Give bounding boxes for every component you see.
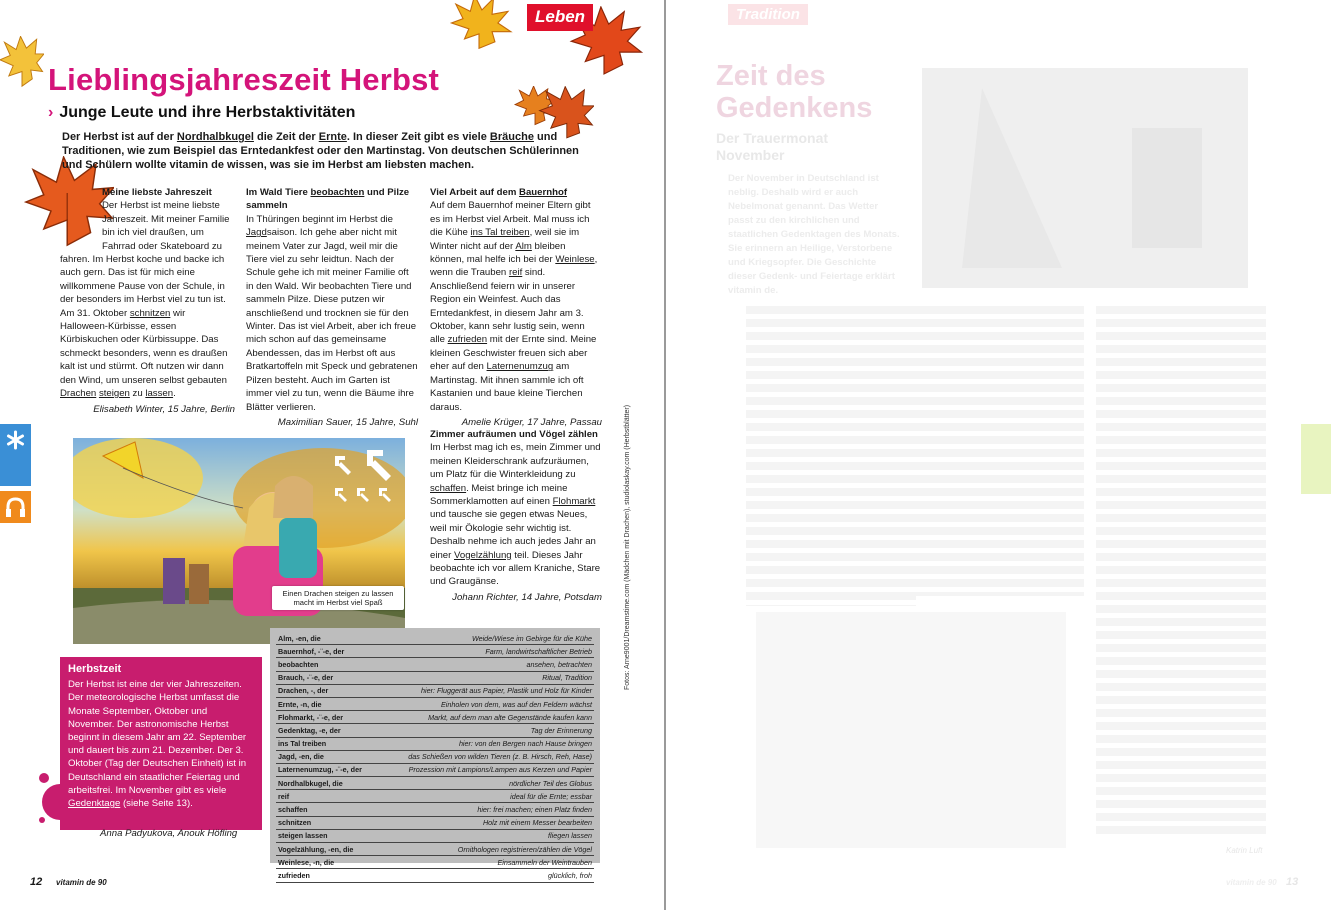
page-title: Zeit des Gedenkens [716,60,873,124]
glossary-definition: Einholen von dem, was auf den Feldern wächst [384,697,594,710]
photo-illustration [922,68,1248,288]
subtitle-marker: › [48,104,54,121]
glossary-term: Laternenumzug, -¨-e, der [276,763,384,776]
subtitle-text: Junge Leute und ihre Herbstaktivitäten [59,104,356,121]
glossary-row [276,697,594,710]
vocabulary-word: schaffen [430,482,467,494]
page-number: 13 [1286,876,1299,888]
glossary-term: Flohmarkt, -¨-e, der [276,711,384,724]
vocabulary-word: schnitzen [129,307,171,319]
text-segment: Meine liebste Jahreszeit [102,187,212,198]
intro-text: Der November in Deutschland ist neblig. Deshalb wird er auch Nebelmonat genannt. Das Wetter passt zu den kirchlichen und staatlichen Gedenktagen des Monats. Sie erinnern an Heilige, Verstorbene und Kriegsopfer. Die Geschichte dieser Gedenk- und Feiertage erklärt vitamin de. [728,173,900,296]
glossary-definition: hier: Fluggerät aus Papier, Plastik und Holz für Kinder [384,684,594,697]
column-heading [430,428,602,441]
article-column-4 [430,428,602,604]
column-body [430,199,602,414]
glossary-row [276,671,594,684]
kite-photo [73,438,405,644]
maple-leaf-icon [0,36,44,88]
info-box-body [68,678,254,810]
section-tab: Tradition [728,4,808,25]
glossary-term: reif [276,790,384,803]
vocabulary-word: Bräuche [489,131,534,143]
glossary-term: Nordhalbkugel, die [276,777,384,790]
vocabulary-word: Weinlese [555,254,595,266]
glossary-row [276,790,594,803]
text-segment: Der Herbst ist auf der [62,131,177,143]
article-column-1 [60,186,235,416]
text-segment: , wenn die Trauben [430,254,598,279]
text-segment: Der Herbst ist eine der vier Jahreszeiten. Der meteorologische Herbst umfasst die Monate September, Oktober und November. Der astronomische Herbst beginnt in diesem Jahr am 22. September und dauert bis zum 21. Dezember. Der 3. Oktober (Tag der Deutschen Einheit) ist in Deutschland ein staatlicher Feiertag und arbeitsfrei. Im November gibt es viele [68,679,247,796]
info-box-author: Anna Padyukova, Anouk Höfling [100,828,238,839]
column-author: Amelie Krüger, 17 Jahre, Passau [461,416,602,428]
faded-glossary [756,612,1066,848]
intro-text [62,130,582,172]
glossary-term: Vogelzählung, -en, die [276,843,384,856]
glossary-term: Bauernhof, -¨-e, der [276,645,384,658]
vocabulary-word: lassen [145,388,174,400]
text-segment: Im Wald Tiere [246,187,311,198]
glossary-row [276,658,594,671]
vocabulary-word: Nordhalbkugel [176,131,254,143]
photo-credit: Fotos: Arne9001/Dreamstime.com (Mädchen mit Drachen), studiolaskay.com (Herbstblätter) [624,404,631,690]
glossary-term: Gedenktag, -e, der [276,724,384,737]
glossary-term: Weinlese, -n, die [276,856,384,869]
text-segment: und Traditionen, wie zum Beispiel das Erntedankfest oder den Martinstag. Von deutschen Schülerinnen und Schülern wollte vitamin de wissen, was sie im Herbst am liebsten machen. [62,131,579,171]
vocabulary-word: beobachten [310,187,365,198]
right-page [666,0,1331,910]
vocabulary-word: Jagd [246,227,267,239]
glossary-row [276,777,594,790]
glossary-row [276,684,594,697]
glossary-term: schnitzen [276,816,384,829]
glossary-row [276,645,594,658]
column-author: Maximilian Sauer, 15 Jahre, Suhl [277,416,418,428]
leaf-wrap-spacer [60,186,102,252]
glossary-row [276,750,594,763]
vocabulary-word: reif [508,267,523,279]
glossary-term: ins Tal treiben [276,737,384,750]
asterisk-tab[interactable] [0,424,31,486]
vocabulary-word: steigen [98,388,130,400]
vocabulary-word: Ernte [318,131,347,143]
glossary-definition: Ritual, Tradition [384,671,594,684]
glossary-definition: das Schießen von wilden Tieren (z. B. Hirsch, Reh, Hase) [384,750,594,763]
article-author: Katrin Luft [1226,846,1263,855]
vocabulary-word: Gedenktage [68,798,121,810]
glossary-definition: Markt, auf dem man alte Gegenstände kaufen kann [384,711,594,724]
glossary-term: steigen lassen [276,829,384,842]
glossary-row [276,632,594,645]
glossary-term: beobachten [276,658,384,671]
page-title: Lieblingsjahreszeit Herbst [48,62,440,97]
column-heading [430,186,602,199]
glossary-definition: glücklich, froh [384,869,594,882]
glossary-definition: ansehen, betrachten [384,658,594,671]
text-segment: (siehe Seite 13). [120,798,193,810]
glossary-definition: hier: von den Bergen nach Hause bringen [384,737,594,750]
article-column-3 [430,186,602,429]
text-segment: bleiben können, mal helfe ich bei der [430,240,566,266]
text-segment: Im Herbst mag ich es, mein Zimmer und meinen Kleiderschrank aufzuräumen, um Platz für die Winterkleidung zu [430,442,601,481]
faded-text-column [746,306,916,606]
vocabulary-word: zufrieden [447,334,488,346]
text-segment: zu [129,388,146,400]
glossary-row [276,856,594,869]
memorial-photo [922,68,1248,288]
column-heading [246,186,418,213]
glossary-row [276,869,594,882]
text-segment: . In dieser Zeit gibt es viele [346,131,490,143]
glossary-definition: hier: frei machen; einen Platz finden [384,803,594,816]
glossary-row [276,724,594,737]
page-number: 12 [30,876,43,888]
vocabulary-word: Alm [515,240,532,252]
article-column-2 [246,186,418,429]
column-body [246,213,418,414]
faded-text-column [914,306,1084,596]
maple-leaf-icon [440,0,518,52]
glossary-row [276,737,594,750]
glossary-table [270,628,600,880]
text-segment: Auf dem Bauernhof meiner Eltern gibt es im Herbst viel Arbeit. Mal muss ich die Kühe [430,200,591,239]
arrow-decoration-icon [331,446,401,510]
glossary-definition: Tag der Erinnerung [384,724,594,737]
glossary-row [276,763,594,776]
text-segment: sind. Anschließend feiern wir in unserer Region ein Weinfest. Auch das Erntedankfest, in diesem Jahr am 3. Oktober, kann sehr lustig sein, wenn alle [430,267,585,346]
glossary-definition: Holz mit einem Messer bearbeiten [384,816,594,829]
text-segment: wir Halloween-Kürbisse, essen Kürbiskuchen oder Kürbissuppe. Das schmeckt besonders, wenn es draußen kalt ist und stürmt. Oft nutzen wir dann den Wind, um unseren selbst gebauten [60,307,228,386]
glossary-definition: nördlicher Teil des Globus [384,777,594,790]
photo-caption: Einen Drachen steigen zu lassen macht im Herbst viel Spaß [272,586,404,610]
text-segment: saison. Ich gehe aber nicht mit meinem Vater zur Jagd, weil mir die Tiere viel zu sehr leidtun. Nach der Schule gehe ich mit meiner Familie oft in den Wald. Wir beobachten Tiere und sammeln Pilze. Diese putzen wir anschließend und trocknen sie für den Winter. Das ist viel Arbeit, aber ich freue mich schon auf das gemeinsame Abendessen, das im Herbst oft aus Bratkartoffeln mit Speck und gebratenen Pilzen besteht. Auch im Garten ist immer viel zu tun, wenn die Bäume ihre Blätter verlieren. [246,227,418,413]
info-box-heading: Herbstzeit [68,663,122,675]
text-segment: am Martinstag. Mit ihnen sammle ich oft Kastanien und baue kleine Tierchen daraus. [430,361,584,413]
text-segment: . Meist bringe ich meine Sommerklamotten auf einen [430,482,568,508]
glossary-definition: fliegen lassen [384,829,594,842]
column-body [430,441,602,588]
asterisk-icon [0,424,31,486]
vocabulary-word: Laternenumzug [486,361,554,373]
vocabulary-word: Vogelzählung [454,549,512,561]
audio-tab[interactable] [0,491,31,523]
side-tab[interactable] [1301,424,1331,494]
glossary-definition: Einsammeln der Weintrauben [384,856,594,869]
glossary-term: Drachen, -, der [276,684,384,697]
text-segment: , weil sie im Winter nicht auf der [430,227,580,252]
glossary-body [276,632,594,882]
column-author: Elisabeth Winter, 15 Jahre, Berlin [93,403,235,415]
headphones-icon [0,491,31,523]
glossary-definition: Weide/Wiese im Gebirge für die Kühe [384,632,594,645]
glossary-definition: ideal für die Ernte; essbar [384,790,594,803]
glossary-term: Jagd, -en, die [276,750,384,763]
section-tab: Leben [527,4,593,31]
vocabulary-word: Drachen [60,388,97,400]
text-segment: mit der Ernte sind. Meine kleinen Geschwister freuen sich aber eher auf den [430,334,597,373]
text-segment: Der Herbst ist meine liebste Jahreszeit. Mit meiner Familie bin ich viel draußen, um Fahrrad oder Skateboard zu fahren. Im Herbst koche und backe ich auch gern. Das ist für mich eine willkommene Pause von der Schule, in der besonders im Herbst viel zu tun ist. Am 31. Oktober [60,200,230,319]
left-page [0,0,664,910]
glossary-term: Alm, -en, die [276,632,384,645]
glossary-row [276,816,594,829]
vocabulary-word: ins Tal treiben [470,227,530,239]
text-segment: Zimmer aufräumen und Vögel zählen [430,429,598,440]
text-segment: Viel Arbeit auf dem [430,187,520,198]
faded-text-column [1096,306,1266,836]
magazine-name: vitamin de 90 [1226,878,1277,887]
vocabulary-word: Flohmarkt [552,496,596,508]
glossary-term: schaffen [276,803,384,816]
glossary-definition: Ornithologen registrieren/zählen die Vögel [384,843,594,856]
text-segment: und tausche sie gegen etwas Neues, weil mir Ökologie sehr wichtig ist. Deshalb nehme ich auch jedes Jahr an einer [430,509,596,561]
glossary-term: Brauch, -¨-e, der [276,671,384,684]
page-subtitle [48,104,355,122]
glossary-row [276,843,594,856]
text-segment: In Thüringen beginnt im Herbst die [246,213,394,225]
glossary-definition: Farm, landwirtschaftlicher Betrieb [384,645,594,658]
glossary-definition: Prozession mit Lampions/Lampen aus Kerzen und Papier [384,763,594,776]
column-author: Johann Richter, 14 Jahre, Potsdam [452,591,602,603]
text-segment: und Pilze sammeln [246,187,410,212]
glossary-term: zufrieden [276,869,384,882]
text-segment: teil. Dieses Jahr beobachte ich vor allem Kraniche, Stare und Graugänse. [430,549,601,588]
info-box [60,657,262,830]
glossary-row [276,803,594,816]
glossary-row [276,711,594,724]
text-segment: . [173,388,176,400]
text-segment: die Zeit der [253,131,319,143]
page-subtitle: Der Trauermonat November [716,130,829,163]
vocabulary-word: Bauernhof [519,187,568,198]
glossary-row [276,829,594,842]
magazine-name: vitamin de 90 [56,878,107,887]
glossary-term: Ernte, -n, die [276,697,384,710]
